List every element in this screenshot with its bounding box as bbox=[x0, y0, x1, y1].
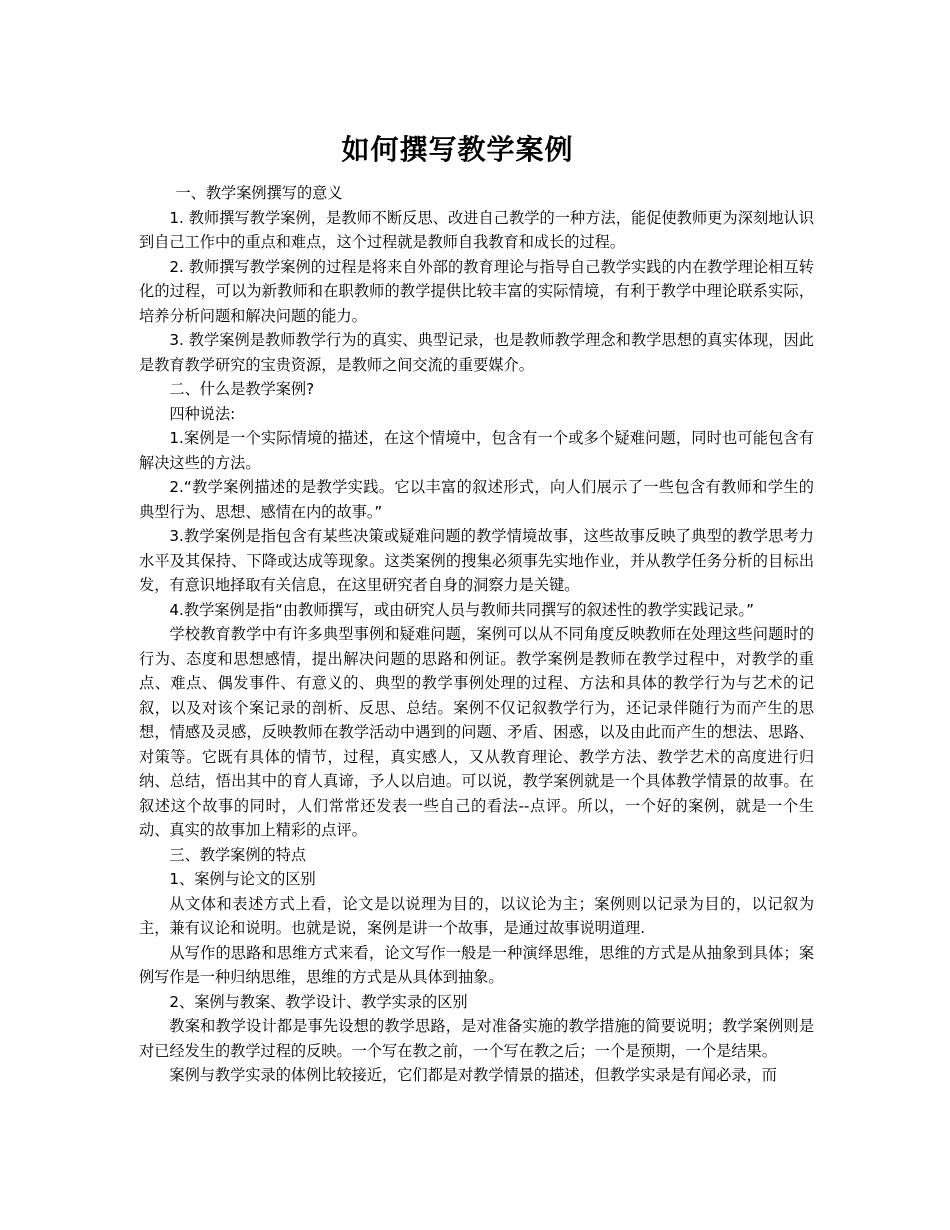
section-heading-definition: 二、什么是教学案例? bbox=[169, 380, 315, 398]
paragraph: 4.教学案例是指“由教师撰写，或由研究人员与教师共同撰写的叙述性的教学实践记录。” bbox=[169, 600, 754, 619]
paragraph: 四种说法: bbox=[169, 404, 236, 423]
subsection-heading: 2、案例与教案、教学设计、教学实录的区别 bbox=[169, 992, 468, 1011]
document-title: 如何撰写教学案例 bbox=[341, 133, 574, 166]
paragraph: 学校教育教学中有许多典型事例和疑难问题，案例可以从不同角度反映教师在处理这些问题时的行为、态度和思想感情，提出解决问题的思路和例证。教学案例是教师在教学过程中，对教学的重点、难点、偶发事件、有意义的、典型的教学事例处理的过程、方法和具体的教学行为与艺术的记叙，以及对该个案记录的剖析、反思、总结。案例不仅记叙教学行为，还记录伴随行为而产生的思想，情感及灵感，反映教师在教学活动中遇到的问题、矛盾、困惑，以及由此而产生的想法、思路、对策等。它既有具体的情节，过程，真实感人，又从教育理论、教学方法、教学艺术的高度进行归纳、总结，悟出其中的育人真谛，予人以启迪。可以说，教学案例就是一个具体教学情景的故事。在叙述这个故事的同时，人们常常还发表一些自己的看法--点评。所以，一个好的案例，就是一个生动、真实的故事加上精彩的点评。 bbox=[139, 625, 814, 839]
paragraph: 2. 教师撰写教学案例的过程是将来自外部的教育理论与指导自己教学实践的内在教学理论相互转化的过程，可以为新教师和在职教师的教学提供比较丰富的实际情境，有利于教学中理论联系实际，培养分析问题和解决问题的能力。 bbox=[139, 257, 814, 325]
paragraph: 从文体和表述方式上看，论文是以说理为目的，以议论为主；案例则以记录为目的，以记叙为主，兼有议论和说明。也就是说，案例是讲一个故事，是通过故事说明道理. bbox=[139, 894, 814, 937]
paragraph: 2.“教学案例描述的是教学实践。它以丰富的叙述形式，向人们展示了一些包含有教师和学生的典型行为、思想、感情在内的故事。” bbox=[139, 478, 814, 521]
paragraph: 从写作的思路和思维方式来看，论文写作一般是一种演绎思维，思维的方式是从抽象到具体；案例写作是一种归纳思维，思维的方式是从具体到抽象。 bbox=[139, 943, 814, 986]
paragraph: 1.案例是一个实际情境的描述，在这个情境中，包含有一个或多个疑难问题，同时也可能包含有解决这些的方法。 bbox=[139, 429, 814, 472]
paragraph: 1. 教师撰写教学案例，是教师不断反思、改进自己教学的一种方法，能促使教师更为深刻地认识到自己工作中的重点和难点，这个过程就是教师自我教育和成长的过程。 bbox=[139, 208, 814, 251]
subsection-heading: 1、案例与论文的区别 bbox=[169, 870, 316, 888]
document-body bbox=[139, 181, 814, 1088]
paragraph: 3.教学案例是指包含有某些决策或疑难问题的教学情境故事，这些故事反映了典型的教学思考力水平及其保持、下降或达成等现象。这类案例的搜集必须事先实地作业，并从教学任务分析的目标出发，有意识地择取有关信息，在这里研究者自身的洞察力是关键。 bbox=[139, 527, 814, 594]
paragraph: 教案和教学设计都是事先设想的教学思路，是对准备实施的教学措施的简要说明；教学案例则是对已经发生的教学过程的反映。一个写在教之前，一个写在教之后；一个是预期，一个是结果。 bbox=[139, 1017, 814, 1060]
section-heading-significance: 一、教学案例撰写的意义 bbox=[175, 184, 343, 202]
paragraph: 3. 教学案例是教师教学行为的真实、典型记录，也是教师教学理念和教学思想的真实体现，因此是教育教学研究的宝贵资源，是教师之间交流的重要媒介。 bbox=[139, 331, 814, 374]
section-heading-features: 三、教学案例的特点 bbox=[169, 845, 307, 864]
paragraph: 案例与教学实录的体例比较接近，它们都是对教学情景的描述，但教学实录是有闻必录，而 bbox=[169, 1066, 777, 1084]
